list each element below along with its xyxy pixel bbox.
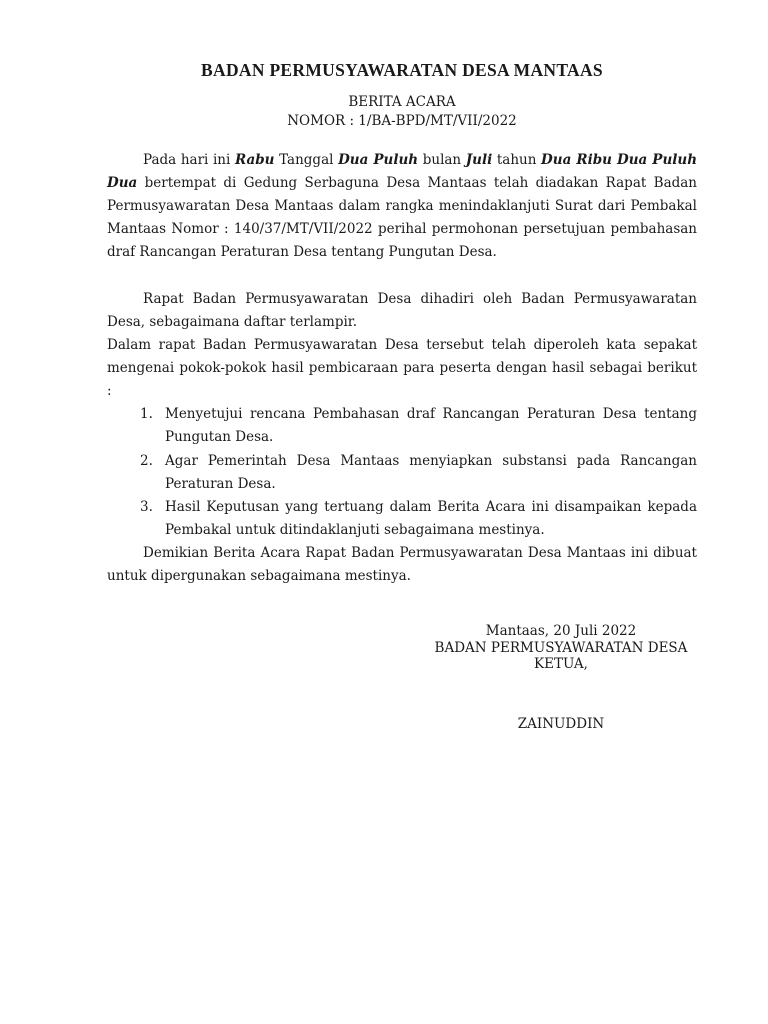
list-item-number: 1. (140, 406, 153, 422)
list-item-number: 2. (140, 453, 153, 469)
document-title: BADAN PERMUSYAWARATAN DESA MANTAAS (201, 60, 603, 80)
list-item-text: Hasil Keputusan yang tertuang dalam Berita Acara ini disampaikan kepada Pembakal untuk ditindaklanjuti sebagaimana mestinya. (165, 499, 697, 538)
meeting-date: Dua Puluh (338, 152, 419, 168)
list-item-text: Menyetujui rencana Pembahasan draf Rancangan Peraturan Desa tentang Pungutan Desa. (165, 406, 697, 445)
results-intro-paragraph: Dalam rapat Badan Permusyawaratan Desa tersebut telah diperoleh kata sepakat mengenai pokok-pokok hasil pembicaraan para peserta dengan hasil sebagai berikut : (107, 337, 697, 399)
list-item (140, 450, 697, 496)
p1-text-2: Tanggal (274, 152, 339, 168)
document-number: NOMOR : 1/BA-BPD/MT/VII/2022 (287, 113, 517, 129)
p1-text-4: tahun (492, 152, 542, 168)
p1-text-3: bulan (418, 152, 466, 168)
signature-place-date: Mantaas, 20 Juli 2022 (485, 623, 637, 639)
attendance-paragraph: Rapat Badan Permusyawaratan Desa dihadiri oleh Badan Permusyawaratan Desa, sebagaimana daftar terlampir. (107, 291, 697, 330)
signature-org: BADAN PERMUSYAWARATAN DESA (434, 640, 688, 656)
document-type: BERITA ACARA (348, 94, 456, 110)
meeting-day: Rabu (234, 152, 275, 168)
p1-text-5: bertempat di Gedung Serbaguna Desa Mantaas telah diadakan Rapat Badan Permusyawaratan Desa Mantaas dalam rangka menindaklanjuti Surat dari Pembakal Mantaas Nomor : 140/37/MT/VII/2022 perihal permohonan persetujuan pembahasan draf Rancangan Peraturan Desa tentang Pungutan Desa. (107, 175, 697, 260)
list-item-number: 3. (140, 499, 153, 515)
meeting-year: Dua Ribu Dua Puluh Dua (107, 152, 698, 191)
list-item (140, 496, 697, 542)
meeting-month: Juli (465, 152, 493, 168)
list-item-text: Agar Pemerintah Desa Mantaas menyiapkan substansi pada Rancangan Peraturan Desa. (165, 453, 697, 492)
closing-paragraph: Demikian Berita Acara Rapat Badan Permusyawaratan Desa Mantaas ini dibuat untuk dipergunakan sebagaimana mestinya. (107, 545, 697, 584)
list-item (140, 403, 697, 449)
opening-paragraph (107, 149, 697, 264)
p1-text-1: Pada hari ini (143, 152, 235, 168)
signatory-name: ZAINUDDIN (517, 716, 605, 732)
signature-role: KETUA, (534, 656, 588, 672)
